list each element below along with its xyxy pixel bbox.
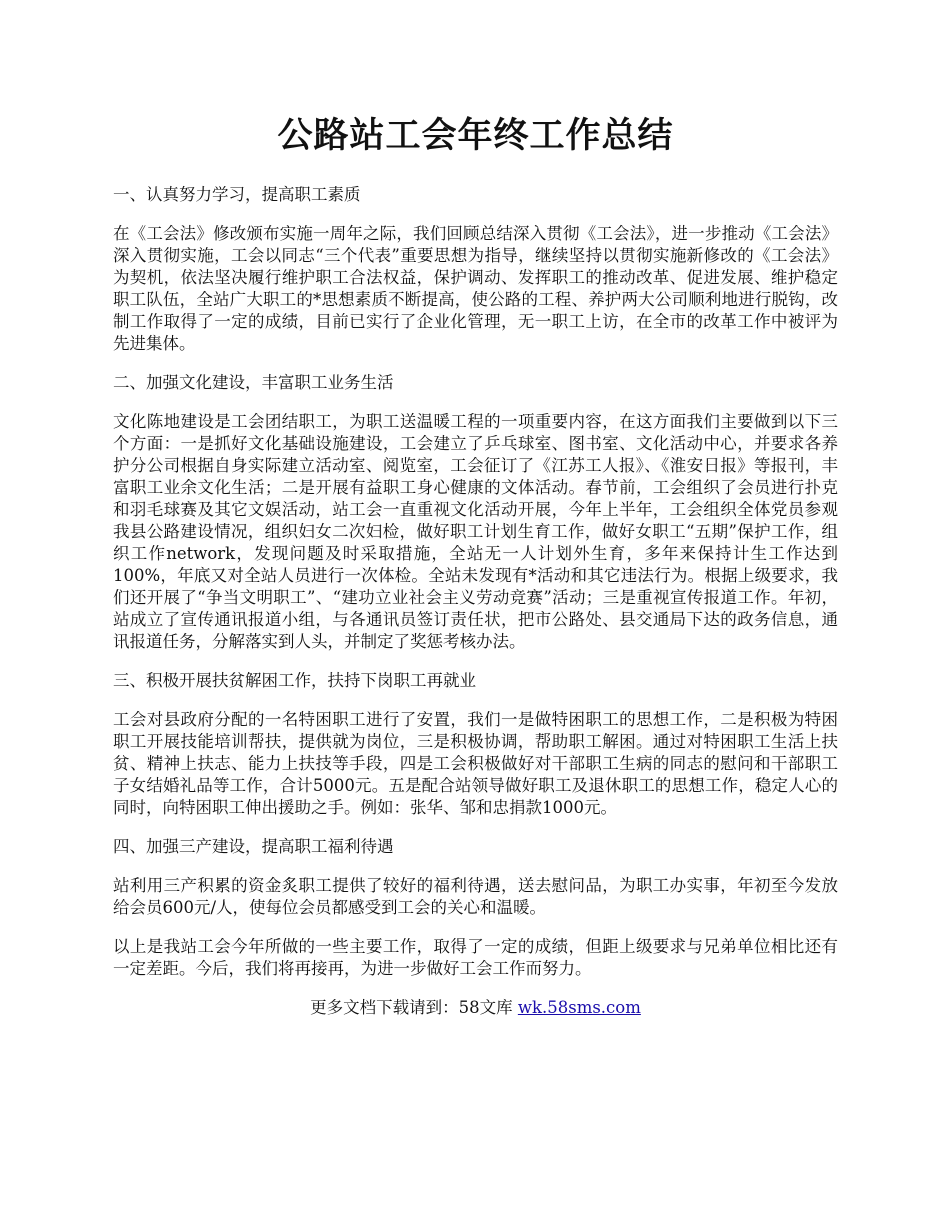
footer-link[interactable]: wk.58sms.com bbox=[517, 998, 641, 1017]
section-heading-4: 四、加强三产建设，提高职工福利待遇 bbox=[113, 837, 394, 856]
download-footer bbox=[113, 997, 838, 1019]
section-heading-2: 二、加强文化建设，丰富职工业务生活 bbox=[113, 373, 394, 392]
section-body-4: 站利用三产积累的资金炙职工提供了较好的福利待遇，送去慰问品，为职工办实事，年初至今发放给会员600元/人，使每位会员都感受到工会的关心和温暖。 bbox=[113, 876, 838, 917]
section-heading-1: 一、认真努力学习，提高职工素质 bbox=[113, 185, 361, 204]
section-body-1: 在《工会法》修改颁布实施一周年之际，我们回顾总结深入贯彻《工会法》，进一步推动《工会法》深入贯彻实施，工会以同志“三个代表”重要思想为指导，继续坚持以贯彻实施新修改的《工会法》为契机，依法坚决履行维护职工合法权益，保护调动、发挥职工的推动改革、促进发展、维护稳定职工队伍，全站广大职工的*思想素质不断提高，使公路的工程、养护两大公司顺利地进行脱钩，改制工作取得了一定的成绩，目前已实行了企业化管理，无一职工上访，在全市的改革工作中被评为先进集体。 bbox=[113, 224, 838, 353]
footer-prefix: 更多文档下载请到：58文库 bbox=[310, 998, 513, 1017]
section-heading-3: 三、积极开展扶贫解困工作，扶持下岗职工再就业 bbox=[113, 671, 476, 690]
section-body-3: 工会对县政府分配的一名特困职工进行了安置，我们一是做特困职工的思想工作，二是积极为特困职工开展技能培训帮扶，提供就为岗位，三是积极协调，帮助职工解困。通过对特困职工生活上扶贫、精神上扶志、能力上扶技等手段，四是工会积极做好对干部职工生病的同志的慰问和干部职工子女结婚礼品等工作，合计5000元。五是配合站领导做好职工及退休职工的思想工作，稳定人心的同时，向特困职工伸出援助之手。例如：张华、邹和忠捐款1000元。 bbox=[113, 710, 838, 817]
closing-paragraph: 以上是我站工会今年所做的一些主要工作，取得了一定的成绩，但距上级要求与兄弟单位相比还有一定差距。今后，我们将再接再，为进一步做好工会工作而努力。 bbox=[113, 937, 838, 978]
section-body-2: 文化陈地建设是工会团结职工，为职工送温暖工程的一项重要内容，在这方面我们主要做到以下三个方面：一是抓好文化基础设施建设，工会建立了乒乓球室、图书室、文化活动中心，并要求各养护分公司根据自身实际建立活动室、阅览室，工会征订了《江苏工人报》、《淮安日报》等报刊，丰富职工业余文化生活；二是开展有益职工身心健康的文体活动。春节前，工会组织了会员进行扑克和羽毛球赛及其它文娱活动，站工会一直重视文化活动开展，今年上半年，工会组织全体党员参观我县公路建设情况，组织妇女二次妇检，做好职工计划生育工作，做好女职工“五期”保护工作，组织工作network，发现问题及时采取措施，全站无一人计划外生育，多年来保持计生工作达到100%，年底又对全站人员进行一次体检。全站未发现有*活动和其它违法行为。根据上级要求，我们还开展了“争当文明职工”、“建功立业社会主义劳动竞赛”活动；三是重视宣传报道工作。年初，站成立了宣传通讯报道小组，与各通讯员签订责任状，把市公路处、县交通局下达的政务信息，通讯报道任务，分解落实到人头，并制定了奖惩考核办法。 bbox=[113, 412, 838, 651]
document-title: 公路站工会年终工作总结 bbox=[277, 115, 674, 156]
